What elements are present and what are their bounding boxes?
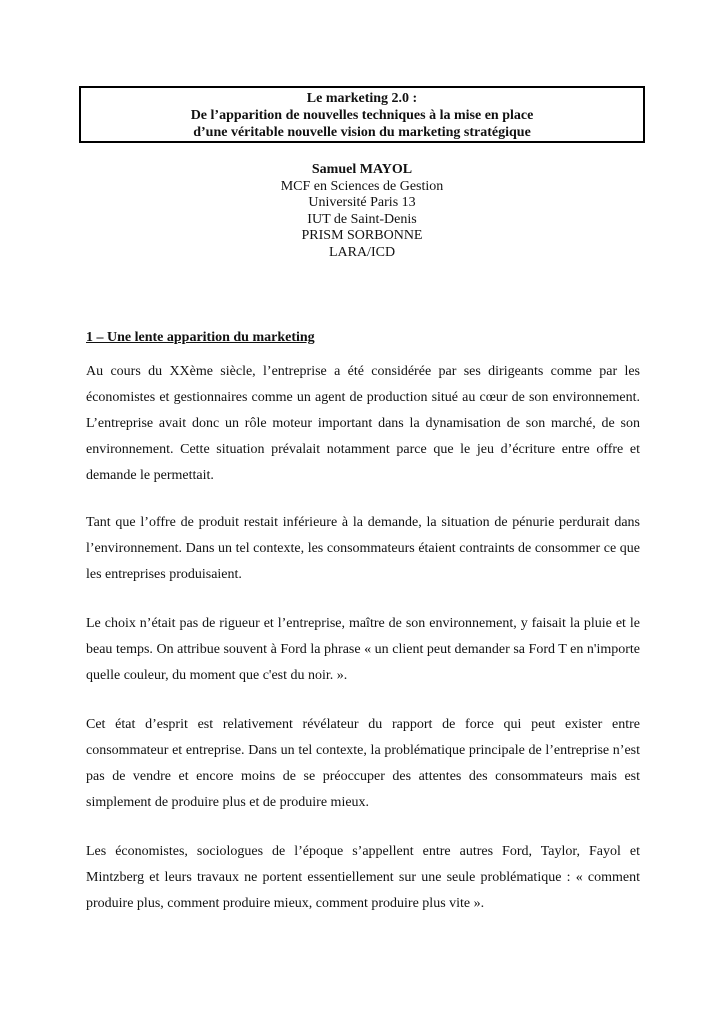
author-affiliation: PRISM SORBONNE [301, 228, 423, 243]
title-line-3: d’une véritable nouvelle vision du marketing stratégique [193, 125, 531, 140]
body-paragraph: Au cours du XXème siècle, l’entreprise a été considérée par ses dirigeants comme par les économistes et gestionnaires comme un agent de production situé au cœur de son environnement. L’entreprise avait donc un rôle moteur important dans la dynamisation de son marché, de son environnement. Cette situation prévalait notamment parce que le jeu d’écriture entre offre et demande le permettait. [86, 364, 640, 483]
section-heading: 1 – Une lente apparition du marketing [86, 330, 315, 345]
body-paragraph: Cet état d’esprit est relativement révélateur du rapport de force qui peut exister entre consommateur et entreprise. Dans un tel contexte, la problématique principale de l’entreprise n’est pas de vendre et encore moins de se préoccuper des attentes des consommateurs mais est simplement de produire plus et de produire mieux. [86, 717, 640, 810]
body-paragraph: Les économistes, sociologues de l’époque s’appellent entre autres Ford, Taylor, Fayol et Mintzberg et leurs travaux ne portent essentiellement sur une seule problématique : « comment produire plus, comment produire mieux, comment produire plus vite ». [86, 844, 640, 911]
author-name: Samuel MAYOL [311, 162, 413, 177]
title-box [79, 86, 645, 143]
author-affiliation: IUT de Saint-Denis [307, 211, 417, 227]
body-paragraph: Tant que l’offre de produit restait inférieure à la demande, la situation de pénurie perdurait dans l’environnement. Dans un tel contexte, les consommateurs étaient contraints de consommer ce que les entreprises produisaient. [86, 515, 640, 582]
body-paragraph: Le choix n’était pas de rigueur et l’entreprise, maître de son environnement, y faisait la pluie et le beau temps. On attribue souvent à Ford la phrase « un client peut demander sa Ford T en n'importe quelle couleur, du moment que c'est du noir. ». [86, 616, 640, 683]
title-line-2: De l’apparition de nouvelles techniques à la mise en place [190, 108, 534, 123]
author-block [0, 162, 724, 261]
author-affiliation: LARA/ICD [328, 244, 396, 260]
author-affiliation: Université Paris 13 [308, 195, 416, 210]
author-affiliation: MCF en Sciences de Gestion [280, 178, 444, 194]
title-line-1: Le marketing 2.0 : [306, 91, 418, 106]
